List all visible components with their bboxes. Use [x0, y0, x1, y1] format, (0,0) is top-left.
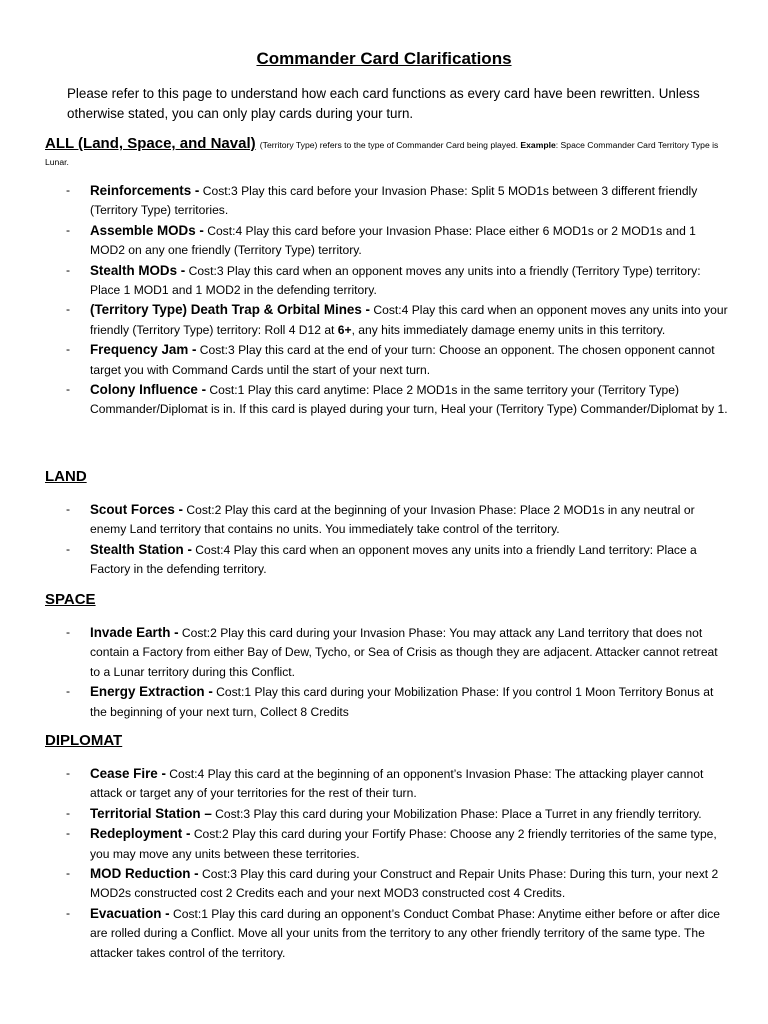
land-heading-text: LAND: [45, 468, 87, 485]
card-name: Assemble MODs -: [90, 222, 204, 238]
space-section-heading: [45, 591, 96, 608]
list-bullet: -: [66, 502, 71, 516]
card-description: Cost:2 Play this card during your Invasion Phase: You may attack any Land territory that does not contain a Factory from either Bay of Dew, Tycho, or Sea of Crisis as though they are adjacent. Attacker cannot retreat to a Lunar territory during this Conflict.: [90, 626, 718, 679]
land-section-heading: [45, 468, 87, 485]
list-bullet: -: [66, 342, 71, 357]
card-name: Territorial Station –: [90, 805, 212, 821]
card-frequency-jam: [0, 340, 768, 380]
card-description: Cost:2 Play this card during your Fortify Phase: Choose any 2 friendly territories of the same type, you may move any units between these territories.: [90, 827, 717, 861]
card-assemble-mods: [0, 221, 768, 261]
card-description: Cost:3 Play this card during your Mobilization Phase: Place a Turret in any friendly territory.: [211, 806, 702, 821]
list-bullet: -: [66, 262, 71, 277]
diplomat-section-heading: [45, 732, 122, 749]
list-bullet: -: [66, 222, 71, 237]
list-bullet: -: [66, 541, 71, 556]
card-redeployment: [0, 824, 768, 864]
card-death-trap-orbital-mines: [0, 300, 768, 340]
card-name: Redeployment -: [90, 826, 191, 842]
list-bullet: -: [66, 183, 71, 197]
card-description: Cost:1 Play this card during an opponent’s Conduct Combat Phase: Anytime either before or after dice are rolled during a Conflict. Move all your units from the territory to any other friendly territory of the same type. The attacker takes control of the territory.: [90, 906, 720, 960]
card-stealth-mods: [0, 261, 768, 301]
card-cease-fire: [0, 764, 768, 804]
card-name: Colony Influence -: [90, 382, 207, 398]
card-mod-reduction: [0, 864, 768, 904]
card-reinforcements: [0, 181, 768, 221]
all-heading-text: ALL (Land, Space, and Naval): [45, 135, 256, 152]
list-bullet: -: [66, 625, 71, 639]
card-description: Cost:3 Play this card at the end of your turn: Choose an opponent. The chosen opponent cannot target you with Command Cards until the start of your next turn.: [90, 343, 715, 377]
roll-threshold: 6+: [337, 322, 352, 337]
card-description: Cost:4 Play this card when an opponent moves any units into a friendly Land territory: Place a Factory in the defending territory.: [90, 542, 697, 577]
list-bullet: -: [66, 866, 71, 881]
card-stealth-station: [0, 540, 768, 580]
card-invade-earth: [0, 623, 768, 682]
card-evacuation: [0, 904, 768, 963]
list-bullet: -: [66, 766, 71, 780]
space-card-list: [0, 623, 768, 722]
list-bullet: -: [66, 302, 71, 317]
intro-paragraph: Please refer to this page to understand how each card functions as every card have been rewritten. Unless otherwise stated, you can only play cards during your turn.: [67, 86, 700, 121]
page-title: [0, 49, 768, 69]
card-description: Cost:3 Play this card before your Invasion Phase: Split 5 MOD1s between 3 different friendly (Territory Type) territories.: [90, 184, 698, 218]
card-name: Stealth MODs -: [90, 262, 186, 278]
card-description: Cost:4 Play this card before your Invasion Phase: Place either 6 MOD1s or 2 MOD1s and 1 MOD2 on any one friendly (Territory Type) territory.: [90, 223, 696, 258]
card-description: Cost:4 Play this card when an opponent moves any units into your friendly (Territory Type) territory: Roll 4 D12 at: [90, 303, 728, 337]
card-name: MOD Reduction -: [90, 866, 199, 882]
card-description-tail: , any hits immediately damage enemy units in this territory.: [351, 322, 666, 337]
card-description: Cost:2 Play this card at the beginning of your Invasion Phase: Place 2 MOD1s in any neutral or enemy Land territory that contains no units. You immediately take control of the territory.: [90, 503, 695, 537]
diplomat-heading-text: DIPLOMAT: [45, 732, 123, 749]
all-card-list: [0, 181, 768, 420]
card-name: (Territory Type) Death Trap & Orbital Mines -: [90, 302, 371, 318]
card-description: Cost:4 Play this card at the beginning of an opponent’s Invasion Phase: The attacking player cannot attack or target any of your territories for the rest of their turn.: [90, 767, 704, 801]
card-territorial-station: [0, 804, 768, 824]
list-bullet: -: [66, 382, 71, 397]
note-example-label: Example: [520, 140, 556, 150]
list-bullet: -: [66, 684, 71, 699]
card-name: Cease Fire -: [90, 766, 166, 781]
diplomat-card-list: [0, 764, 768, 963]
card-colony-influence: [0, 380, 768, 420]
card-scout-forces: [0, 500, 768, 540]
card-description: Cost:1 Play this card during your Mobilization Phase: If you control 1 Moon Territory Bonus at the beginning of your next turn, Collect 8 Credits: [90, 685, 714, 719]
list-bullet: -: [66, 805, 71, 820]
list-bullet: -: [66, 905, 71, 920]
note-text: (Territory Type) refers to the type of Commander Card being played.: [259, 140, 519, 150]
land-card-list: [0, 500, 768, 580]
card-name: Stealth Station -: [90, 541, 192, 557]
card-name: Evacuation -: [90, 905, 170, 921]
card-name: Scout Forces -: [90, 502, 184, 517]
card-description: Cost:3 Play this card during your Construct and Repair Units Phase: During this turn, your next 2 MOD2s constructed cost 2 Credits each and your next MOD3 constructed cost 4 Credits.: [90, 867, 719, 901]
card-name: Frequency Jam -: [90, 342, 197, 358]
space-heading-text: SPACE: [45, 591, 96, 608]
card-energy-extraction: [0, 682, 768, 722]
card-name: Invade Earth -: [90, 625, 179, 640]
card-name: Reinforcements -: [90, 183, 200, 198]
list-bullet: -: [66, 826, 71, 841]
card-name: Energy Extraction -: [90, 684, 213, 700]
page-title-text: Commander Card Clarifications: [256, 49, 512, 68]
all-section-heading: [45, 136, 730, 170]
card-description: Cost:3 Play this card when an opponent moves any units into a friendly (Territory Type) territory: Place 1 MOD1 and 1 MOD2 in the defending territory.: [90, 263, 701, 298]
card-description: Cost:1 Play this card anytime: Place 2 MOD1s in the same territory your (Territory Type) Commander/Diplomat is in. If this card is played during your turn, Heal your (Territory Type) Commander/Diplomat by 1.: [90, 383, 728, 417]
note-text-after: : Space Commander Card Territory Type is Lunar.: [45, 140, 719, 167]
